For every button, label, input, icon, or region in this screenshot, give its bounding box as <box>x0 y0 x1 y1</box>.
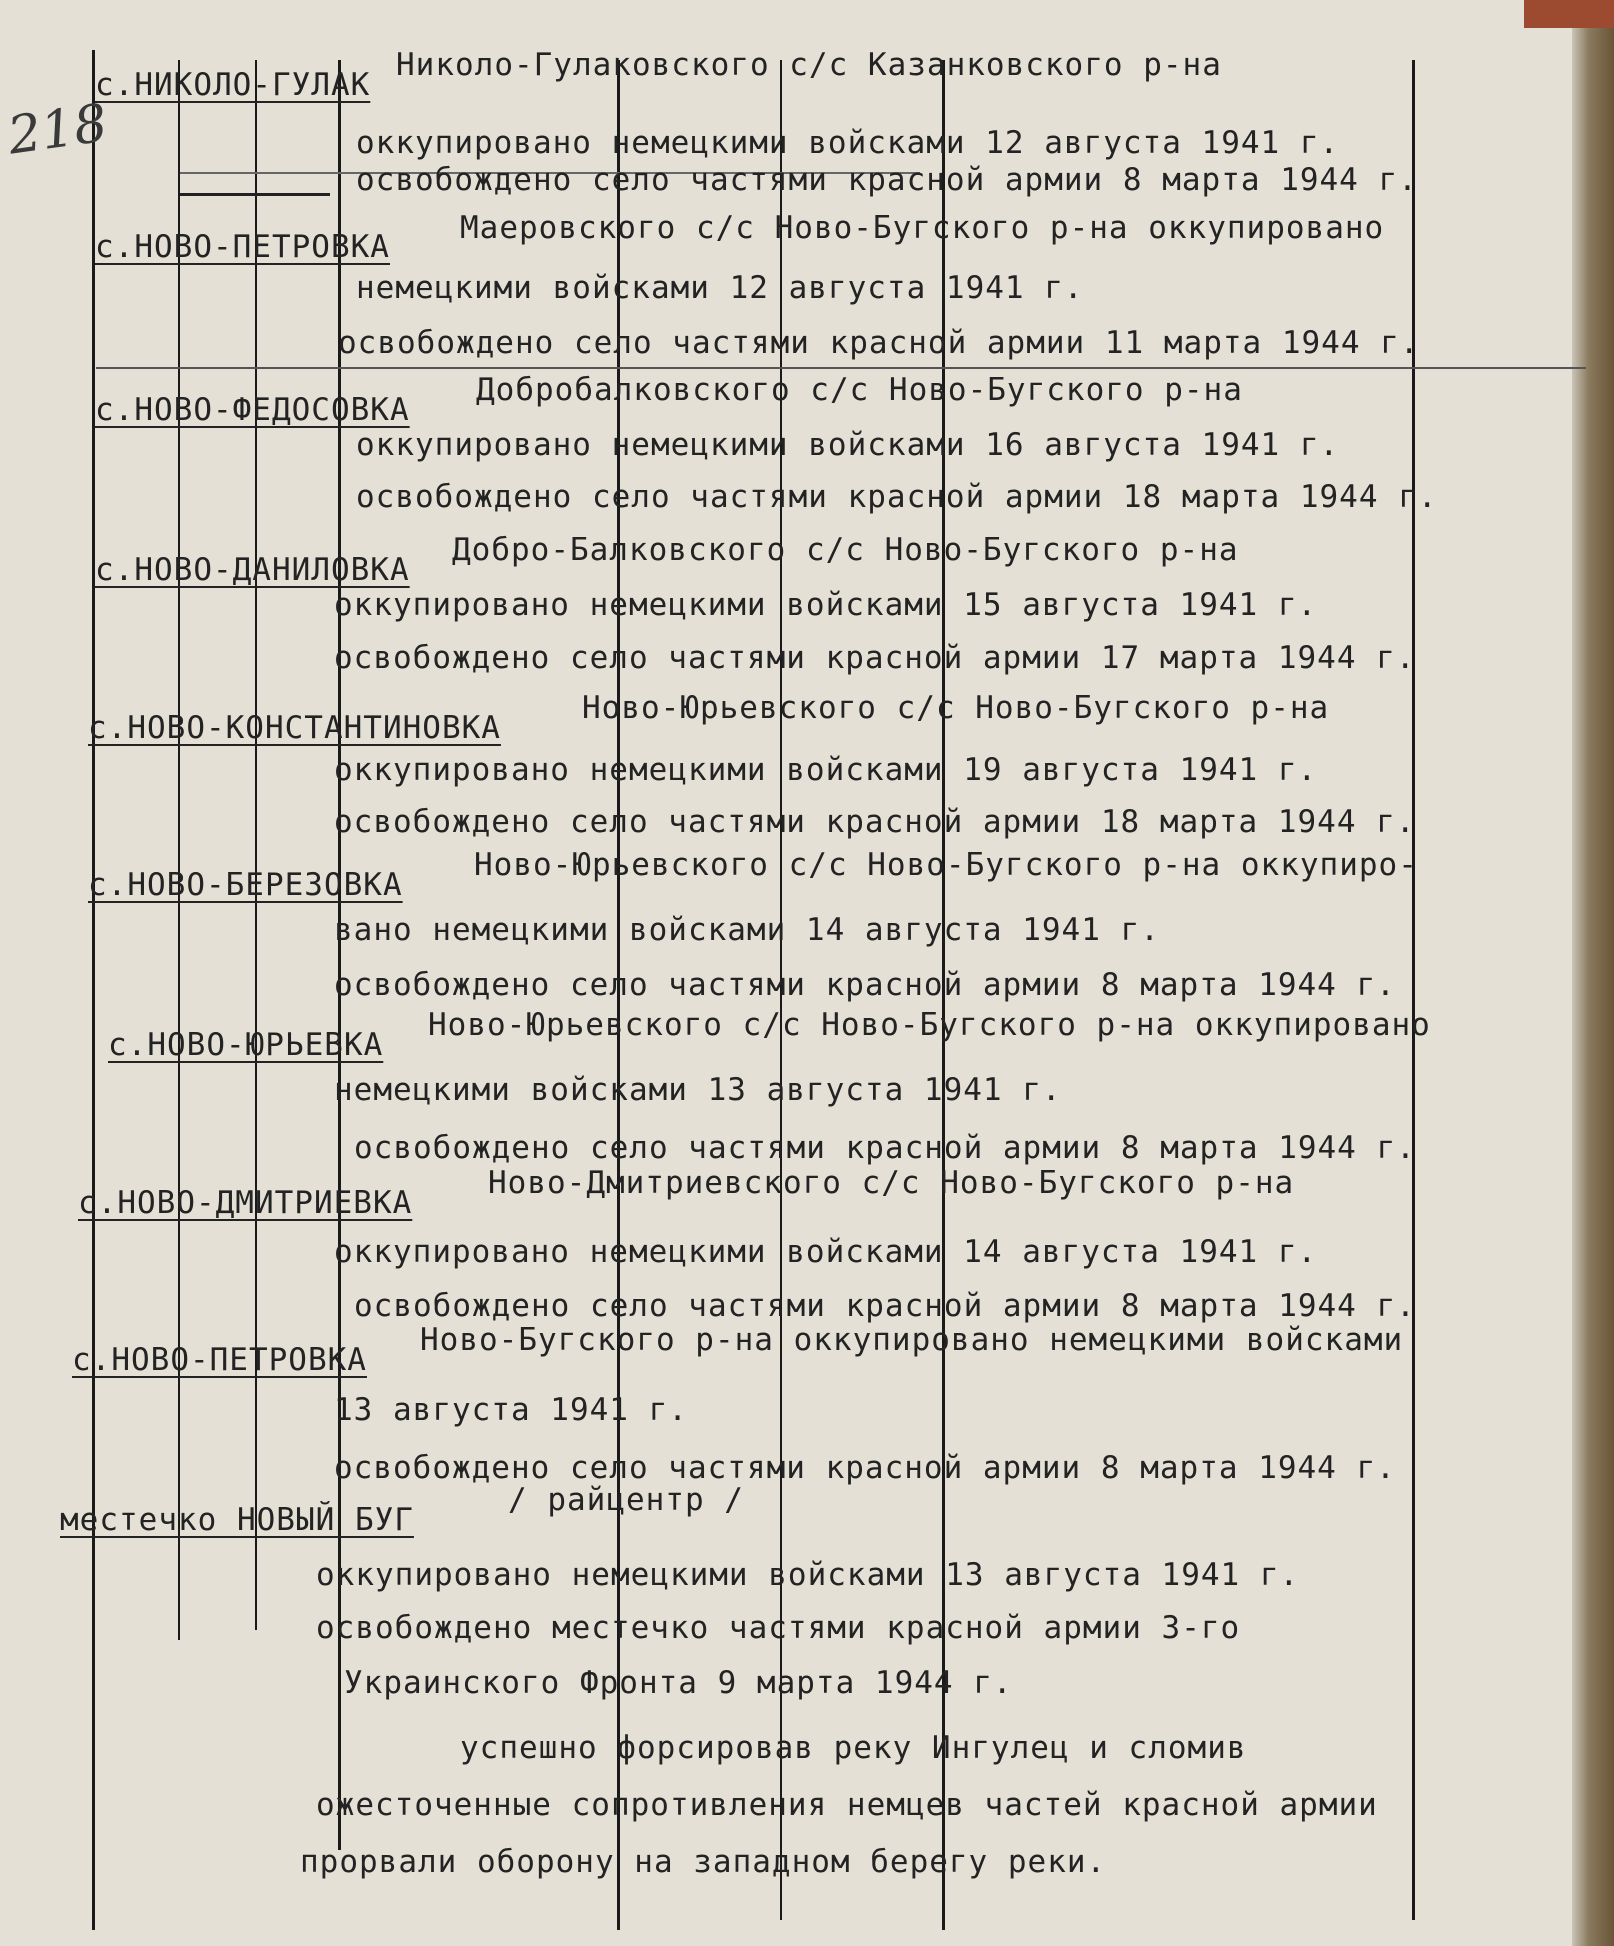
entry-line: Ново-Бугского р-на оккупировано немецкими войсками <box>420 1322 1404 1358</box>
entry-line: оккупировано немецкими войсками 16 августа 1941 г. <box>356 427 1340 463</box>
entry-line: Украинского Фронта 9 марта 1944 г. <box>344 1665 1013 1701</box>
village-name: местечко НОВЫЙ БУГ <box>60 1502 414 1538</box>
entry-line: оккупировано немецкими войсками 19 августа 1941 г. <box>334 752 1318 788</box>
entry-line: освобождено село частями красной армии 17 марта 1944 г. <box>334 640 1416 676</box>
entry-line: немецкими войсками 13 августа 1941 г. <box>334 1072 1062 1108</box>
entry-line: освобождено село частями красной армии 18 марта 1944 г. <box>356 479 1438 515</box>
entry-line: Добробалковского с/с Ново-Бугского р-на <box>476 372 1243 408</box>
entry-line: освобождено село частями красной армии 8 марта 1944 г. <box>354 1130 1416 1166</box>
entry-line: освобождено село частями красной армии 8 марта 1944 г. <box>356 162 1418 198</box>
entry-line: Ново-Юрьевского с/с Ново-Бугского р-на оккупировано <box>428 1007 1431 1043</box>
entry-line: 13 августа 1941 г. <box>334 1392 688 1428</box>
village-name: с.НОВО-ДАНИЛОВКА <box>95 552 410 588</box>
margin-rule <box>92 50 95 1930</box>
folder-tab <box>1524 0 1614 28</box>
village-name: с.НОВО-ПЕТРОВКА <box>72 1342 367 1378</box>
entry-line: Добро-Балковского с/с Ново-Бугского р-на <box>452 532 1239 568</box>
entry-line: освобождено село частями красной армии 11 марта 1944 г. <box>338 325 1420 361</box>
entry-line: Ново-Дмитриевского с/с Ново-Бугского р-на <box>488 1165 1295 1201</box>
entry-line: немецкими войсками 12 августа 1941 г. <box>356 270 1084 306</box>
closing-line: прорвали оборону на западном берегу реки. <box>300 1844 1107 1880</box>
village-name: с.НОВО-ПЕТРОВКА <box>95 229 390 265</box>
village-name: с.НОВО-КОНСТАНТИНОВКА <box>88 710 501 746</box>
entry-line: Ново-Юрьевского с/с Ново-Бугского р-на оккупиро- <box>474 847 1418 883</box>
village-name: с.НОВО-ФЕДОСОВКА <box>95 392 410 428</box>
village-name: с.НИКОЛО-ГУЛАК <box>95 67 371 103</box>
row-rule <box>180 193 330 196</box>
village-name: с.НОВО-БЕРЕЗОВКА <box>88 867 403 903</box>
entry-line: вано немецкими войсками 14 августа 1941 г. <box>334 912 1160 948</box>
closing-line: ожесточенные сопротивления немцев частей красной армии <box>316 1787 1378 1823</box>
entry-line: Николо-Гулаковского с/с Казанковского р-на <box>396 47 1222 83</box>
entry-line: / райцентр / <box>508 1482 744 1518</box>
entry-line: оккупировано немецкими войсками 13 августа 1941 г. <box>316 1557 1300 1593</box>
entry-line: оккупировано немецкими войсками 14 августа 1941 г. <box>334 1234 1318 1270</box>
handwritten-page-number: 218 <box>4 93 111 167</box>
entry-line: освобождено село частями красной армии 8 марта 1944 г. <box>334 967 1396 1003</box>
column-rule <box>255 60 257 1630</box>
entry-line: Маеровского с/с Ново-Бугского р-на оккупировано <box>460 210 1385 246</box>
entry-line: освобождено село частями красной армии 8 марта 1944 г. <box>334 1450 1396 1486</box>
closing-line: успешно форсировав реку Ингулец и сломив <box>460 1730 1247 1766</box>
entry-line: оккупировано немецкими войсками 15 августа 1941 г. <box>334 587 1318 623</box>
column-rule <box>178 60 180 1640</box>
entry-line: освобождено село частями красной армии 18 марта 1944 г. <box>334 804 1416 840</box>
village-name: с.НОВО-ДМИТРИЕВКА <box>78 1185 413 1221</box>
village-name: с.НОВО-ЮРЬЕВКА <box>108 1027 384 1063</box>
row-rule <box>96 367 1586 369</box>
entry-line: Ново-Юрьевского с/с Ново-Бугского р-на <box>582 690 1330 726</box>
entry-line: освобождено местечко частями красной армии 3-го <box>316 1610 1241 1646</box>
binder-edge <box>1572 0 1614 1946</box>
entry-line: оккупировано немецкими войсками 12 августа 1941 г. <box>356 125 1340 161</box>
entry-line: освобождено село частями красной армии 8 марта 1944 г. <box>354 1288 1416 1324</box>
